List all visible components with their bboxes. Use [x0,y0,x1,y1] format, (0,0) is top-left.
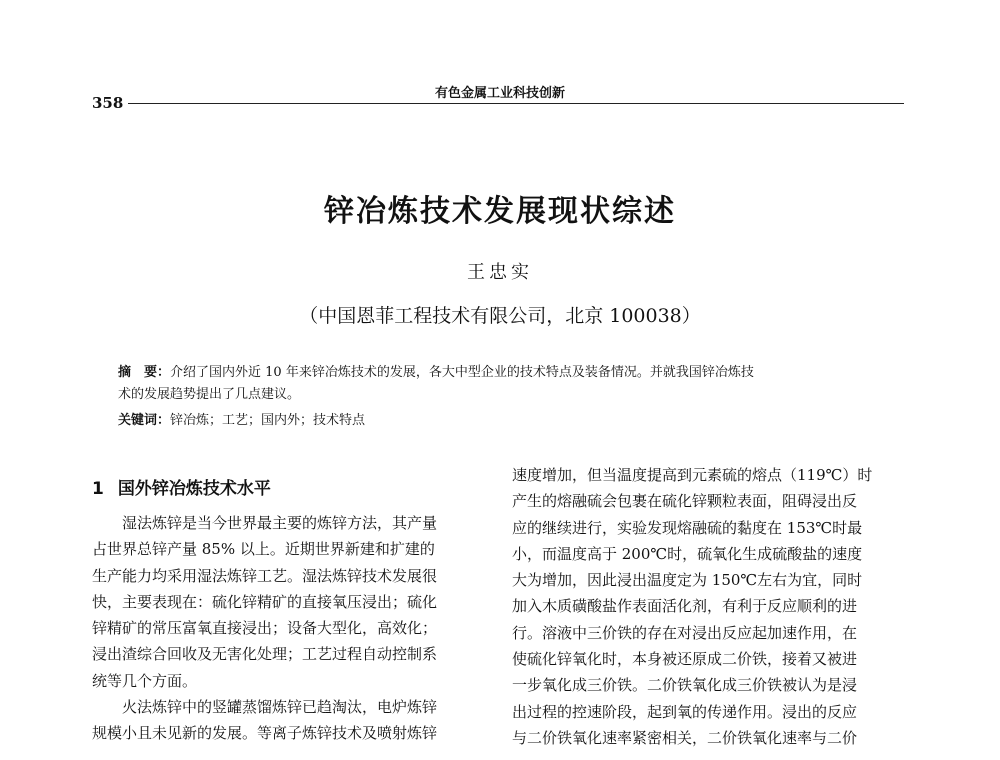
body-line: 加入木质磺酸盐作表面活化剂，有利于反应顺利的进 [512,597,858,616]
header-rule [128,103,904,104]
body-line: 速度增加，但当温度提高到元素硫的熔点（119℃）时 [512,466,873,484]
left-column [92,462,492,747]
section-heading [92,476,492,502]
journal-name: 有色金属工业科技创新 [434,86,565,101]
abstract-line-2: 术的发展趋势提出了几点建议。 [118,387,301,402]
body-line: 小，而温度高于 200℃时，硫氧化生成硫酸盐的速度 [512,544,863,563]
abstract-label: 摘 要： [118,365,171,380]
body-line: 一步氧化成三价铁。二价铁氧化成三价铁被认为是浸 [512,676,858,695]
abstract-line-1: 介绍了国内外近 10 年来锌冶炼技术的发展，各大中型企业的技术特点及装备情况。并就我国锌冶炼技 [170,365,754,380]
abstract [118,362,878,406]
article-title: 锌冶炼技术发展现状综述 [324,194,676,229]
affiliation: （中国恩菲工程技术有限公司，北京 100038） [299,305,701,327]
right-column [512,462,912,751]
body-line: 应的继续进行，实验发现熔融硫的黏度在 153℃时最 [512,518,863,537]
body-line: 行。溶液中三价铁的存在对浸出反应起加速作用，在 [512,623,858,642]
body-line: 占世界总锌产量 85% 以上。近期世界新建和扩建的 [92,540,435,559]
body-line: 火法炼锌中的竖罐蒸馏炼锌已趋淘汰，电炉炼锌 [122,698,438,717]
body-line: 快，主要表现在：硫化锌精矿的直接氧压浸出；硫化 [92,592,438,611]
section-title: 国外锌冶炼技术水平 [117,479,271,499]
keywords-label: 关键词： [118,413,171,428]
body-line: 产生的熔融硫会包裹在硫化锌颗粒表面，阻碍浸出反 [512,492,858,511]
body-line: 与二价铁氧化速率紧密相关，二价铁氧化速率与二价 [512,728,858,747]
body-line: 生产能力均采用湿法炼锌工艺。湿法炼锌技术发展很 [92,566,438,585]
body-line: 出过程的控速阶段，起到氧的传递作用。浸出的反应 [512,702,858,721]
body-line: 使硫化锌氧化时，本身被还原成二价铁，接着又被进 [512,650,858,669]
body-line: 统等几个方面。 [92,671,198,690]
body-line: 浸出渣综合回收及无害化处理；工艺过程自动控制系 [92,645,438,664]
page-number: 358 [92,94,124,112]
body-line: 规模小且未见新的发展。等离子炼锌技术及喷射炼锌 [92,724,438,743]
body-line: 大为增加，因此浸出温度定为 150℃左右为宜，同时 [512,571,863,590]
body-line: 湿法炼锌是当今世界最主要的炼锌方法，其产量 [122,514,438,532]
author-name: 王忠实 [467,262,533,283]
body-line: 锌精矿的常压富氧直接浸出；设备大型化，高效化； [92,619,438,638]
keywords-text: 锌冶炼；工艺；国内外；技术特点 [170,413,366,428]
keywords [118,410,878,432]
section-number: 1 [92,479,104,499]
